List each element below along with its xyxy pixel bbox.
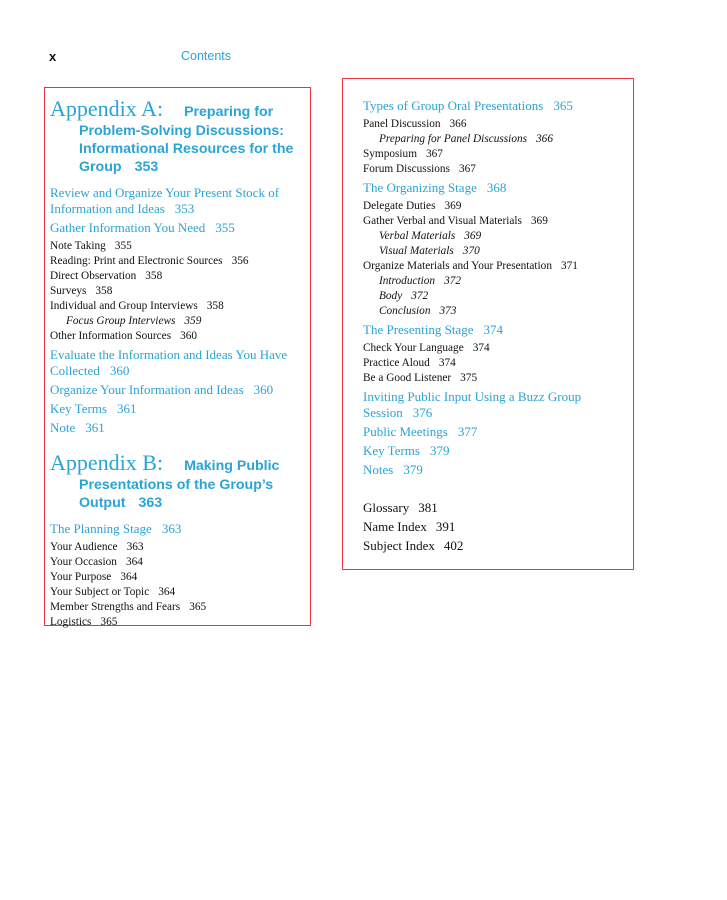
toc-entry[interactable]	[363, 147, 633, 162]
entry-title: Forum Discussions	[363, 163, 450, 175]
section-entry[interactable]	[363, 443, 633, 459]
entry-page: 358	[206, 300, 224, 312]
section-title-text: Gather Information You Need	[50, 220, 206, 235]
toc-entry[interactable]	[363, 356, 633, 371]
toc-subentry[interactable]	[363, 304, 633, 319]
entry-title: Visual Materials	[379, 245, 454, 257]
appendix-b-title-text: Output	[79, 495, 126, 511]
toc-entry[interactable]	[363, 214, 633, 229]
section-title-text: Collected	[50, 363, 100, 378]
entry-page: 365	[100, 616, 118, 628]
appendix-a-title-text: Group	[79, 159, 122, 175]
toc-entry[interactable]	[363, 371, 633, 386]
appendix-a-title-line-last	[50, 158, 310, 176]
entry-title: Body	[379, 290, 403, 302]
entry-page: 366	[536, 133, 553, 145]
section-entry[interactable]	[50, 401, 310, 417]
end-matter	[363, 498, 633, 555]
running-title: Contents	[181, 49, 232, 63]
appendix-a-title-line: Problem-Solving Discussions:	[79, 123, 284, 139]
toc-column-left	[44, 87, 311, 626]
entry-page: 375	[460, 372, 478, 384]
toc-subentry[interactable]	[50, 314, 310, 329]
section-title-text: The Planning Stage	[50, 521, 152, 536]
entry-page: 358	[95, 285, 113, 297]
entry-page: 355	[114, 240, 132, 252]
entry-page: 369	[464, 230, 482, 242]
appendix-b-title-line: Making Public	[184, 458, 280, 474]
entry-page: 372	[411, 290, 429, 302]
entry-title: Symposium	[363, 148, 417, 160]
entry-title: Your Subject or Topic	[50, 586, 150, 598]
section-title-text: Key Terms	[50, 401, 107, 416]
entry-title: Focus Group Interviews	[66, 315, 176, 327]
toc-subentry[interactable]	[363, 132, 633, 147]
entry-title: Individual and Group Interviews	[50, 300, 198, 312]
toc-entry[interactable]	[50, 585, 310, 600]
entry-title: Member Strengths and Fears	[50, 601, 181, 613]
section-page: 379	[403, 462, 423, 477]
toc-entry[interactable]	[50, 299, 310, 314]
entry-title: Note Taking	[50, 240, 106, 252]
section-page: 360	[109, 363, 130, 378]
section-title-text: Key Terms	[363, 443, 420, 458]
section-entry[interactable]	[363, 180, 633, 196]
entry-title: Check Your Language	[363, 342, 464, 354]
toc-entry[interactable]	[50, 540, 310, 555]
appendix-b-page: 363	[138, 495, 163, 511]
entry-page: 359	[184, 315, 202, 327]
entry-page: 373	[439, 305, 457, 317]
section-page: 355	[215, 220, 235, 235]
entry-page: 372	[444, 275, 462, 287]
appendix-b-title-line-last	[50, 494, 310, 512]
entry-title: Logistics	[50, 616, 92, 628]
entry-page: 367	[458, 163, 476, 175]
entry-page: 370	[462, 245, 480, 257]
entry-page: 365	[189, 601, 207, 613]
section-entry[interactable]	[363, 322, 633, 338]
section-page: 376	[412, 405, 433, 420]
entry-page: 367	[426, 148, 443, 160]
entry-page: 364	[158, 586, 176, 598]
section-page: 360	[253, 382, 274, 397]
appendix-b-heading[interactable]	[50, 450, 310, 512]
section-title-text: The Presenting Stage	[363, 322, 474, 337]
toc-entry[interactable]	[50, 284, 310, 299]
entry-title: Other Information Sources	[50, 330, 172, 342]
toc-entry[interactable]	[50, 615, 310, 630]
toc-entry[interactable]	[363, 199, 633, 214]
entry-page: 356	[231, 255, 249, 267]
section-entry[interactable]	[50, 220, 310, 236]
section-entry[interactable]	[50, 185, 310, 217]
appendix-a-label: Appendix A:	[50, 96, 164, 121]
toc-entry[interactable]	[50, 555, 310, 570]
toc-subentry[interactable]	[363, 274, 633, 289]
appendix-a-heading[interactable]	[50, 96, 310, 176]
end-matter-entry[interactable]	[363, 498, 633, 517]
end-matter-title: Name Index	[363, 519, 427, 534]
appendix-a-title-line: Informational Resources for the	[79, 141, 294, 157]
section-entry[interactable]	[50, 382, 310, 398]
entry-title: Your Purpose	[50, 571, 112, 583]
section-entry[interactable]	[363, 424, 633, 440]
entry-title: Panel Discussion	[363, 118, 441, 130]
section-entry[interactable]	[50, 420, 310, 436]
section-page: 361	[116, 401, 137, 416]
appendix-b-title-line: Presentations of the Group’s	[79, 477, 274, 493]
entry-page: 369	[530, 215, 548, 227]
entry-title: Surveys	[50, 285, 87, 297]
toc-entry[interactable]	[363, 117, 633, 132]
entry-page: 374	[472, 342, 490, 354]
section-title-text: Note	[50, 420, 76, 435]
section-page: 365	[553, 98, 573, 113]
section-entry[interactable]	[50, 521, 310, 537]
section-page: 374	[483, 322, 503, 337]
end-matter-page: 381	[418, 500, 438, 515]
section-title-text: The Organizing Stage	[363, 180, 477, 195]
end-matter-title: Glossary	[363, 500, 410, 515]
section-page: 377	[457, 424, 478, 439]
entry-title: Gather Verbal and Visual Materials	[363, 215, 522, 227]
appendix-a-title-line: Preparing for	[184, 104, 274, 120]
end-matter-title: Subject Index	[363, 538, 435, 553]
section-entry[interactable]	[363, 389, 633, 421]
section-title-text: Review and Organize Your Present Stock of	[50, 185, 280, 200]
section-title-text: Inviting Public Input Using a Buzz Group	[363, 389, 582, 404]
entry-title: Your Audience	[50, 541, 118, 553]
appendix-a	[50, 96, 310, 436]
section-page: 363	[161, 521, 182, 536]
section-title-text: Public Meetings	[363, 424, 448, 439]
entry-page: 374	[438, 357, 456, 369]
section-page: 379	[429, 443, 450, 458]
section-entry[interactable]	[50, 347, 310, 379]
section-entry[interactable]	[363, 98, 633, 114]
toc-entry[interactable]	[363, 259, 633, 274]
entry-title: Organize Materials and Your Presentation	[363, 260, 552, 272]
entry-page: 360	[180, 330, 198, 342]
entry-page: 366	[449, 118, 467, 130]
entry-title: Be a Good Listener	[363, 372, 452, 384]
toc-entry[interactable]	[50, 239, 310, 254]
toc-entry[interactable]	[50, 600, 310, 615]
appendix-a-page: 353	[134, 159, 159, 175]
section-title-text: Organize Your Information and Ideas	[50, 382, 244, 397]
toc-entry[interactable]	[50, 269, 310, 284]
toc-subentry[interactable]	[363, 289, 633, 304]
end-matter-entry[interactable]	[363, 517, 633, 536]
section-title-text: Evaluate the Information and Ideas You Have	[50, 347, 288, 362]
end-matter-entry[interactable]	[363, 536, 633, 555]
entry-page: 369	[444, 200, 462, 212]
entry-title: Introduction	[379, 275, 436, 287]
toc-subentry[interactable]	[363, 244, 633, 259]
appendix-b	[50, 450, 310, 630]
toc-entry[interactable]	[50, 329, 310, 344]
toc-entry[interactable]	[363, 341, 633, 356]
appendix-b-sections	[50, 521, 310, 630]
page-number: x	[49, 49, 57, 64]
appendix-a-sections	[50, 185, 310, 436]
running-header	[49, 49, 349, 65]
appendix-b-label: Appendix B:	[50, 450, 164, 475]
toc-entry[interactable]	[50, 254, 310, 269]
section-title-text: Session	[363, 405, 403, 420]
end-matter-page: 391	[435, 519, 456, 534]
entry-title: Your Occasion	[50, 556, 117, 568]
entry-page: 364	[125, 556, 143, 568]
toc-entry[interactable]	[50, 570, 310, 585]
entry-title: Preparing for Panel Discussions	[379, 133, 528, 145]
entry-page: 358	[145, 270, 163, 282]
entry-title: Conclusion	[379, 305, 431, 317]
entry-title: Delegate Duties	[363, 200, 436, 212]
toc-subentry[interactable]	[363, 229, 633, 244]
right-sections	[363, 98, 633, 478]
entry-title: Practice Aloud	[363, 357, 430, 369]
section-page: 368	[486, 180, 507, 195]
entry-page: 371	[560, 260, 578, 272]
section-page: 361	[85, 420, 105, 435]
section-title-text: Types of Group Oral Presentations	[363, 98, 544, 113]
end-matter-page: 402	[443, 538, 464, 553]
toc-entry[interactable]	[363, 162, 633, 177]
section-entry[interactable]	[363, 462, 633, 478]
section-page: 353	[174, 201, 195, 216]
entry-title: Reading: Print and Electronic Sources	[50, 255, 223, 267]
toc-column-right	[342, 78, 634, 570]
entry-page: 364	[120, 571, 138, 583]
entry-page: 363	[126, 541, 144, 553]
section-title-text: Information and Ideas	[50, 201, 165, 216]
section-title-text: Notes	[363, 462, 394, 477]
entry-title: Direct Observation	[50, 270, 137, 282]
entry-title: Verbal Materials	[379, 230, 456, 242]
